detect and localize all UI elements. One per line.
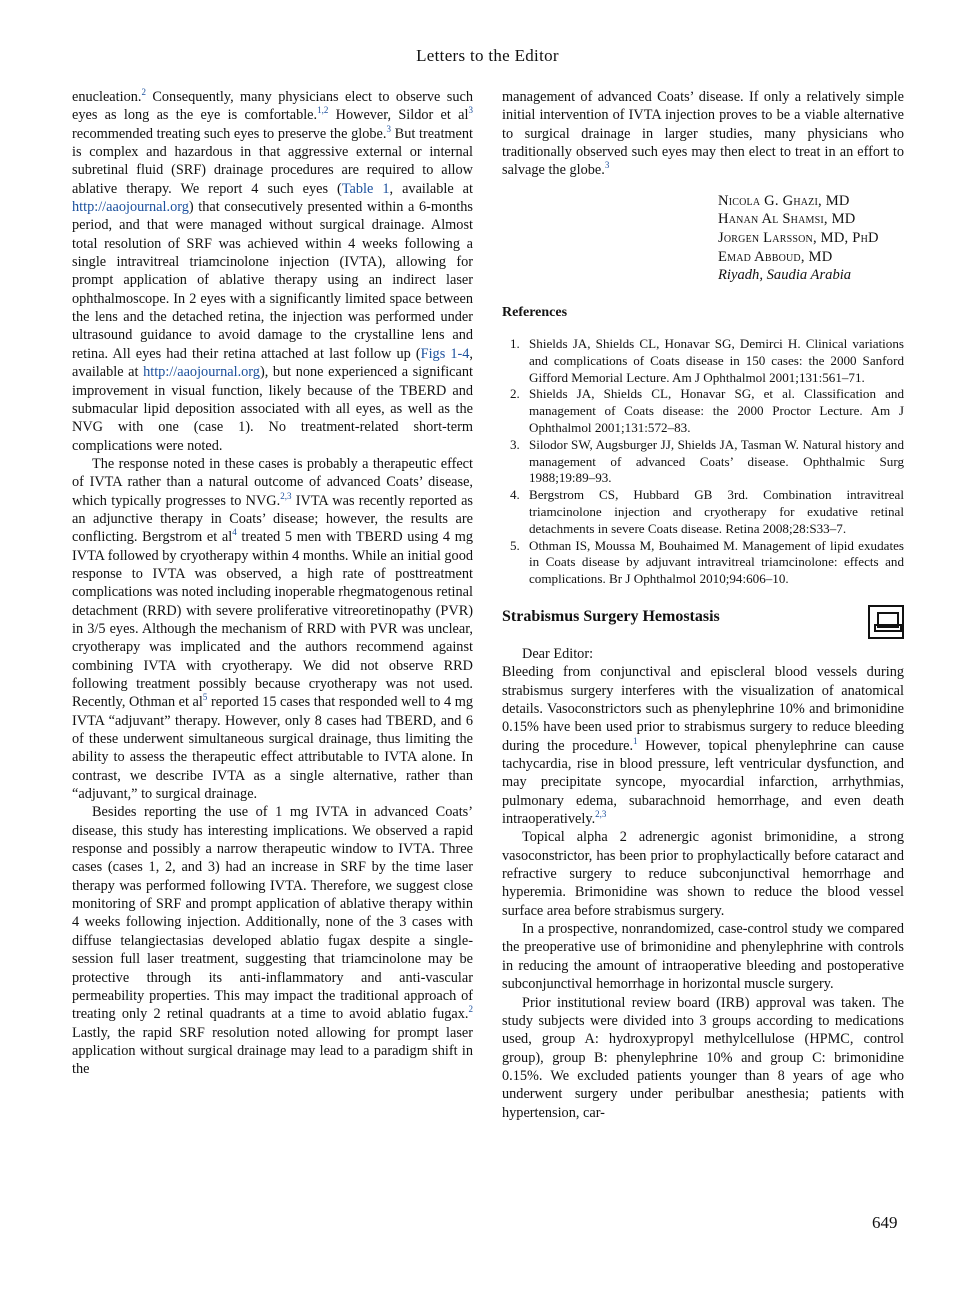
section-title: Strabismus Surgery Hemostasis	[502, 607, 720, 625]
citation[interactable]: 1	[633, 735, 638, 746]
reference-list	[502, 336, 904, 588]
reference-text: Shields JA, Shields CL, Honavar SG, Demirci H. Clinical variations and complications of Coats disease in 150 cases: the 2000 Sanford Gifford Memorial Lecture. Am J Ophthalmol 2001;131:561–71.	[529, 336, 904, 385]
body-paragraph: In a prospective, nonrandomized, case-control study we compared the preoperative use of brimonidine and phenylephrine with controls in reducing the amount of intraoperative bleeding and postoperative subconjunctival hemorrhage in horizontal muscle surgery.	[502, 921, 904, 993]
reference-number: 2.	[510, 386, 520, 402]
right-column	[502, 88, 904, 1122]
reference-number: 4.	[510, 487, 520, 503]
reference-text: Silodor SW, Augsburger JJ, Shields JA, Tasman W. Natural history and management of advanced Coats’ disease. Ophthalmic Surg 1988;19:89–93.	[529, 436, 904, 486]
author-name: Hanan Al Shamsi, MD	[718, 211, 856, 228]
author-signature	[718, 192, 904, 285]
citation[interactable]: 2,3	[595, 809, 607, 820]
reference-item	[502, 538, 904, 588]
reference-text: Othman IS, Moussa M, Bouhaimed M. Management of lipid exudates in Coats disease by adjuvant intravitreal triamcinolone: effects and complications. Br J Ophthalmol 2010;94:606–10.	[529, 537, 904, 587]
citation[interactable]: 2	[141, 87, 146, 98]
running-head: Letters to the Editor	[416, 46, 559, 65]
author-name: Emad Abboud, MD	[718, 248, 833, 265]
citation[interactable]: 1,2	[317, 105, 329, 116]
body-paragraph: The response noted in these cases is probably a therapeutic effect of IVTA rather than a natural outcome of advanced Coats’ disease, which typically progresses to NVG.$^{2,3}$ IVTA was recently reported as an adjunctive therapy in Coats’ disease; however, the results are conflicting. Bergstrom et $al^4$ treated 5 men with TBERD using 4 mg IVTA followed by cryotherapy within 4 months. While an initial good response to IVTA was observed, a high rate of posttreatment complications was noted including inoperable rhegmatogenous retinal detachment (RRD) with severe proliferative vitreoretinopathy (PVR) in 3/5 eyes. Although the mechanism of RRD with PVR was unclear, cryotherapy was implicated and the authors recommend against combining IVTA with cryotherapy. We did not observe RRD following treatment possibly because cryotherapy was not used. Recently, Othman et $al^5$ reported 15 cases that responded well to 4 mg IVTA “adjuvant” therapy. However, only 8 cases had TBERD, and 6 of these underwent simultaneous surgical drainage, thus limiting the ability to assess the therapeutic effect attributable to IVTA alone. In contrast, we describe IVTA as a single alternative, rather than “adjuvant,” to surgical drainage.	[72, 455, 473, 803]
body-paragraph: Besides reporting the use of 1 mg IVTA in advanced Coats’ disease, this study has interesting implications. We observed a rapid response and possibly a narrow therapeutic window to IVTA. Three cases (cases 1, 2, and 3) had an increase in SRF by the time laser therapy was performed following IVTA. Therefore, we suggest close monitoring of SRF and prompt application of ablative therapy within 4 weeks following injection. Additionally, none of the 3 cases with diffuse telangiectasias developed ablatio fugax despite a single-session full laser treatment, suggesting that triamcinolone may be protective through its anti-inflammatory and anti-vascular permeability properties. This may impact the traditional approach of treating only 2 retinal quadrants at a time to avoid ablatio fugax.$^2$ Lastly, the rapid SRF resolution noted allowing for prompt laser application without surgical drainage may lead to a paradigm shift in the	[72, 804, 473, 1078]
reference-item	[502, 386, 904, 436]
citation[interactable]: 3	[386, 123, 391, 134]
reference-number: 5.	[510, 537, 520, 553]
section-heading	[502, 605, 904, 645]
reference-item	[502, 487, 904, 537]
table-link[interactable]: Table 1	[341, 180, 390, 197]
body-paragraph: Bleeding from conjunctival and episcleral blood vessels during strabismus surgery interferes with the visualization of anatomical details. Vasoconstrictors such as phenylephrine 10% and brimonidine 0.15% have been used prior to strabismus surgery to reduce bleeding during the procedure.$^1$ However, topical phenylephrine can cause tachycardia, rise in blood pressure, left ventricular dysfunction, and may precipitate syncope, myocardial infarction, arrhythmias, pulmonary edema, subarachnoid hemorrhage, and even death intraoperatively.$^{2,3}$	[502, 664, 905, 828]
reference-item	[502, 336, 904, 386]
figures-link[interactable]: Figs 1-4	[420, 345, 470, 362]
reference-text: Shields JA, Shields CL, Honavar SG, et al. Classification and management of Coats disease: the 2000 Proctor Lecture. Am J Ophthalmol 2001;131:572–83.	[529, 386, 904, 436]
citation[interactable]: 2	[468, 1004, 473, 1015]
salutation: Dear Editor:	[522, 645, 594, 662]
journal-url-link[interactable]: http://aaojournal.org	[143, 364, 260, 381]
citation[interactable]: 2,3	[280, 490, 292, 501]
author-name: Jorgen Larsson, MD, PhD	[718, 229, 879, 246]
author-location: Riyadh, Saudia Arabia	[718, 267, 852, 284]
body-paragraph: Prior institutional review board (IRB) approval was taken. The study subjects were divided into 3 groups according to medications used, group A: hydroxypropyl methylcellulose (HPMC, control group), group B: phenylephrine 10% and group C: brimonidine 0.15%. We excluded patients younger than 8 years of age who underwent surgery under peribulbar anesthesia; patients with hypertension, car-	[502, 994, 904, 1121]
citation[interactable]: 5	[202, 692, 208, 703]
citation[interactable]: 3	[468, 105, 473, 116]
page-number: 649	[872, 1213, 898, 1232]
reference-text: Bergstrom CS, Hubbard GB 3rd. Combination intravitreal triamcinolone injection and cryotherapy for exudative retinal detachments in severe Coats disease. Retina 2008;28:S33–7.	[529, 487, 904, 536]
citation[interactable]: 3	[604, 160, 610, 171]
journal-url-link[interactable]: http://aaojournal.org	[72, 199, 189, 216]
body-paragraph: Topical alpha 2 adrenergic agonist brimonidine, a strong vasoconstrictor, has been prior to prophylactically before cataract and refractive surgery to reduce subconjunctival hemorrhage and hyperemia. Brimonidine was shown to reduce the blood vessel surface area before strabismus surgery.	[502, 829, 904, 919]
reference-number: 3.	[510, 436, 520, 452]
left-column	[72, 88, 473, 1079]
reference-number: 1.	[510, 336, 520, 352]
computer-monitor-icon	[868, 605, 904, 639]
body-paragraph: enucleation.$^2$ Consequently, many physicians elect to observe such eyes as long as the eye is comfortable.$^{1,2}$ However, Sildor et $al^3$ recommended treating such eyes to preserve the globe.$^3$ But treatment is complex and hazardous in that aggressive external or internal subretinal fluid (SRF) drainage procedures are required to allow ablative therapy. We report 4 such eyes (Table 1, available at http://aaojournal.org) that consecutively presented within a 6-months period, and that were managed without surgical drainage. Almost total resolution of SRF was achieved within 4 weeks following a single intravitreal triamcinolone injection (IVTA), allowing for prompt application of ablative therapy using an indirect laser ophthalmoscope. In 2 eyes with a significantly limited space between the lens and the detached retina, the injection was performed under ultrasound guidance to avoid damage to the crystalline lens and retina. All eyes had their retina attached at last follow up (Figs 1-4, available at http://aaojournal.org), but none experienced a significant improvement in visual function, likely because of the TBERD and submacular lipid deposition associated with all eyes, as well as the NVG with one (case 1). No treatment-related short-term complications were noted.	[72, 87, 473, 454]
reference-item	[502, 437, 904, 487]
references-heading: References	[502, 304, 568, 320]
body-paragraph: management of advanced Coats’ disease. If only a relatively simple initial intervention of IVTA injection proves to be a viable alternative to surgical drainage in larger studies, many physicians who traditionally observed such eyes may then elect to treat in an effort to salvage the globe.$^3$	[502, 89, 904, 179]
author-name: Nicola G. Ghazi, MD	[718, 192, 850, 209]
citation[interactable]: 4	[232, 527, 237, 538]
